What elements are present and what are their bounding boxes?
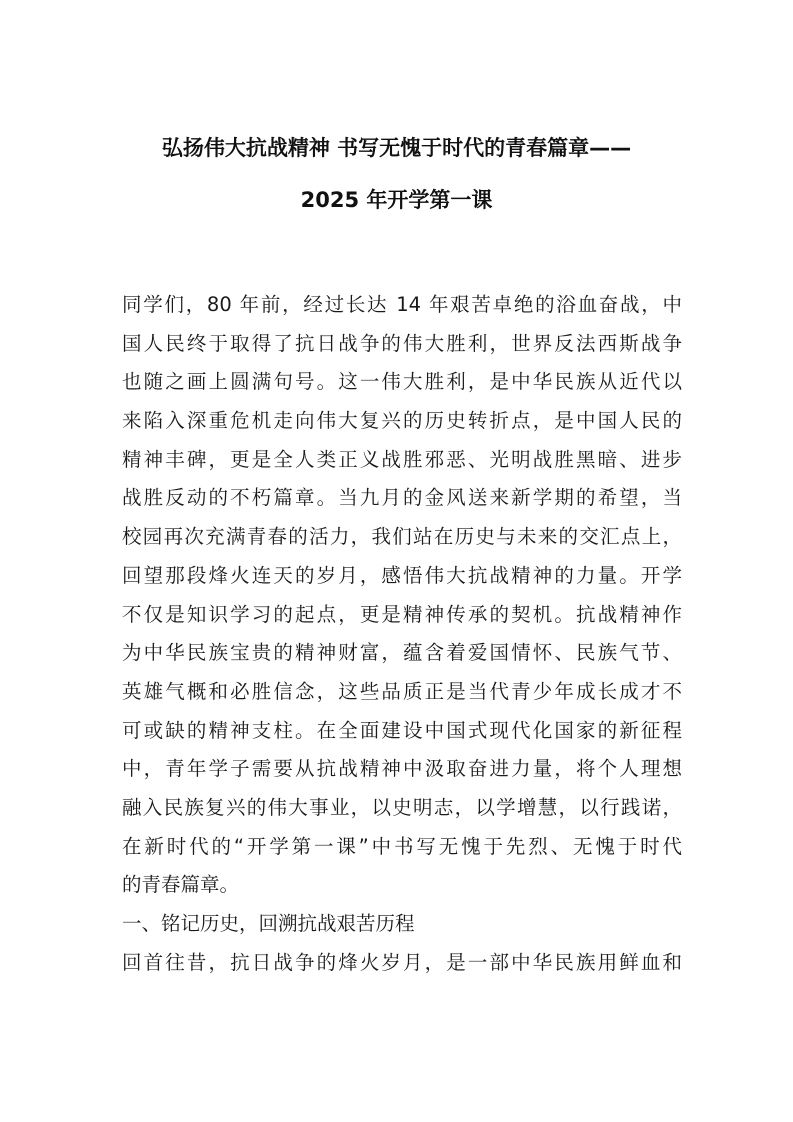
title-line-2: 2025 年开学第一课	[300, 188, 493, 212]
body-line: 为中华民族宝贵的精神财富，蕴含着爱国情怀、民族气节、	[122, 641, 682, 665]
body-line: 也随之画上圆满句号。这一伟大胜利，是中华民族从近代以	[122, 370, 682, 394]
body-line: 精神丰碑，更是全人类正义战胜邪恶、光明战胜黑暗、进步	[122, 447, 682, 471]
body-line: 战胜反动的不朽篇章。当九月的金风送来新学期的希望，当	[122, 486, 682, 510]
body-line: 中，青年学子需要从抗战精神中汲取奋进力量，将个人理想	[122, 757, 682, 781]
body-line: 同学们，80 年前，经过长达 14 年艰苦卓绝的浴血奋战，中	[122, 293, 682, 316]
body-line: 回首往昔，抗日战争的烽火岁月，是一部中华民族用鲜血和	[122, 950, 682, 974]
document-title	[0, 122, 793, 226]
section-heading: 一、铭记历史，回溯抗战艰苦历程	[122, 912, 415, 935]
body-line: 不仅是知识学习的起点，更是精神传承的契机。抗战精神作	[122, 602, 682, 626]
body-line: 的青春篇章。	[122, 873, 240, 897]
body-line: 在新时代的“开学第一课”中书写无愧于先烈、无愧于时代	[122, 834, 682, 858]
body-line: 校园再次充满青春的活力，我们站在历史与未来的交汇点上，	[122, 525, 682, 549]
body-line: 回望那段烽火连天的岁月，感悟伟大抗战精神的力量。开学	[122, 563, 682, 587]
title-line-1: 弘扬伟大抗战精神 书写无愧于时代的青春篇章——	[161, 136, 632, 160]
body-line: 可或缺的精神支柱。在全面建设中国式现代化国家的新征程	[122, 718, 682, 742]
body-line: 来陷入深重危机走向伟大复兴的历史转折点，是中国人民的	[122, 409, 682, 433]
body-line: 英雄气概和必胜信念，这些品质正是当代青少年成长成才不	[122, 679, 682, 703]
body-line: 融入民族复兴的伟大事业，以史明志，以学增慧，以行践诺，	[122, 795, 682, 819]
body-text	[122, 286, 682, 982]
body-line: 国人民终于取得了抗日战争的伟大胜利，世界反法西斯战争	[122, 331, 682, 355]
